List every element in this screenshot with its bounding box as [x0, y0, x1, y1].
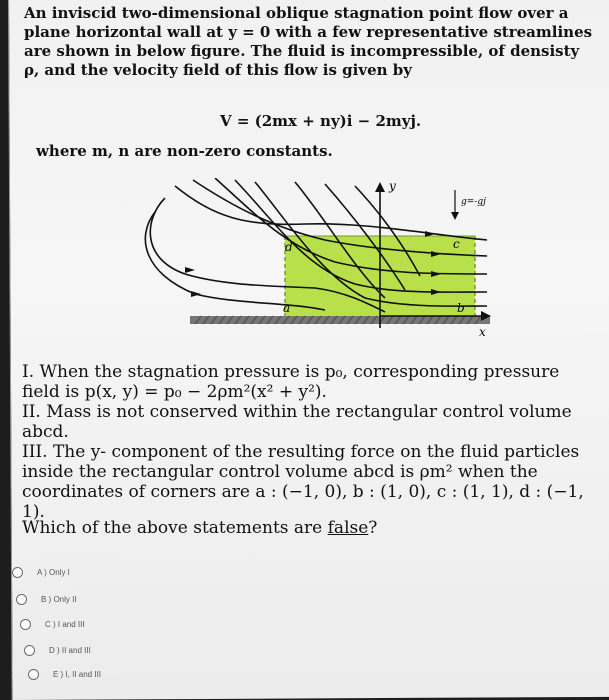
prompt-end: ?	[368, 518, 378, 538]
radio-icon[interactable]	[12, 567, 23, 578]
question-intro: An inviscid two-dimensional oblique stagnation point flow over a plane horizontal wall at y = 0 with a few representative streamlines are shown in below figure. The fluid is incompressible, of densisty ρ, and the velocity field of this flow is given by	[24, 4, 593, 79]
gravity-label: g=-gj	[461, 197, 486, 207]
option-c-label: C ) I and III	[45, 619, 85, 629]
corner-label-b: b	[457, 301, 465, 315]
flow-arrow	[191, 291, 201, 297]
corner-label-d: d	[285, 240, 293, 254]
gravity-arrow-icon	[451, 212, 459, 220]
radio-icon[interactable]	[24, 645, 35, 656]
y-axis-label: y	[389, 179, 396, 193]
radio-icon[interactable]	[28, 669, 39, 680]
question-prompt	[22, 518, 377, 538]
constants-note: where m, n are non-zero constants.	[36, 142, 333, 160]
prompt-emphasis: false	[327, 518, 369, 538]
statement-2: II. Mass is not conserved within the rectangular control volume abcd.	[22, 402, 572, 442]
statement-1: I. When the stagnation pressure is p₀, corresponding pressure field is p(x, y) = p₀ − 2ρm²(x² + y²).	[22, 362, 560, 402]
prompt-text: Which of the above statements are	[22, 518, 328, 538]
streamline	[175, 186, 487, 240]
option-b[interactable]	[16, 589, 77, 609]
statements-block	[22, 362, 602, 522]
question-intro-block	[24, 4, 594, 80]
stagnation-flow-diagram	[135, 178, 495, 346]
radio-icon[interactable]	[20, 619, 31, 630]
corner-label-a: a	[283, 301, 291, 315]
option-a[interactable]	[12, 562, 70, 582]
radio-icon[interactable]	[16, 594, 27, 605]
option-a-label: A ) Only I	[37, 567, 70, 577]
option-e[interactable]	[28, 664, 101, 684]
option-c[interactable]	[20, 614, 85, 634]
velocity-equation: V = (2mx + ny)i − 2myj.	[220, 112, 422, 130]
option-d-label: D ) II and III	[49, 645, 91, 655]
flow-figure	[135, 178, 495, 350]
option-d[interactable]	[24, 640, 91, 660]
option-b-label: B ) Only II	[41, 594, 77, 604]
corner-label-c: c	[453, 237, 460, 251]
option-e-label: E ) I, II and III	[53, 669, 102, 679]
y-axis-arrow-icon	[375, 182, 385, 192]
flow-arrow	[185, 267, 195, 273]
statement-3: III. The y- component of the resulting force on the fluid particles inside the rectangular control volume abcd is ρm² when the coordinates of corners are a : (−1, 0), b : (1, 0), c : (1, 1), d : (−1, 1).	[22, 442, 584, 522]
x-axis-label: x	[479, 325, 486, 339]
